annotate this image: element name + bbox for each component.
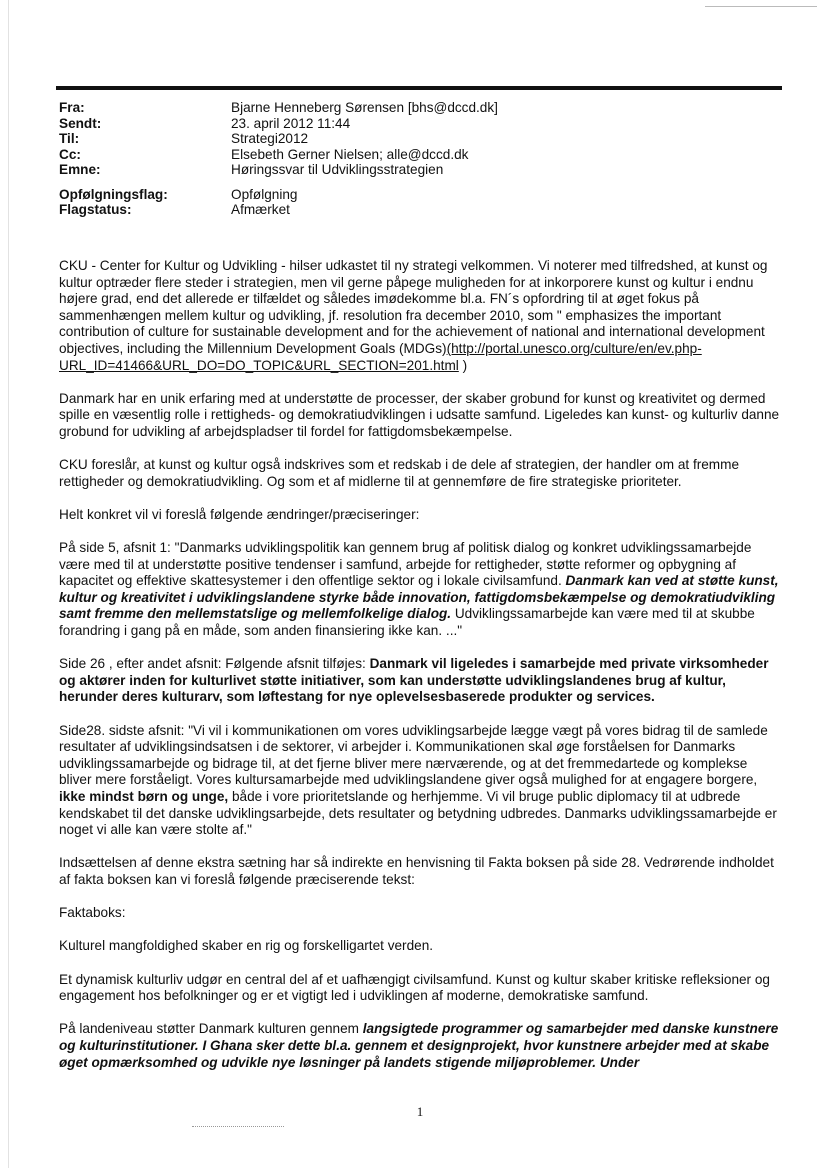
paragraph-page5 [59,540,781,640]
footer-dotted-rule [192,1126,284,1127]
flag-status-value: Afmærket [231,202,290,217]
email-body [59,258,781,1088]
header-row-to [59,131,779,147]
paragraph-changes-intro: Helt konkret vil vi foreslå følgende ændringer/præciseringer: [59,506,420,522]
header-row-sent [59,116,779,132]
page-number: 1 [416,1104,424,1119]
page5-text-c: Udviklingssamarbejde kan være med til at skubbe forandring i gang på en måde, som anden finansiering ikke kan. ..." [59,606,755,639]
country-emphasis: langsigtede programmer og samarbejder med danske kunstnere og kulturinstitutioner. I Ghana sker dette bl.a. gennem et designprojekt, hvor kunstnere arbejder med at skabe øget opmærksomhed og udvikle nye løsninger på landets stigende miljøproblemer. Under [59,1021,779,1070]
page5-text-a: På side 5, afsnit 1: "Danmarks udviklingspolitik kan gennem brug af politisk dialog og konkret udviklingssamarbejde være med til at understøtte positive tendenser i samfund, arbejde for rettigheder, støtte reformer og opbygning af kapacitet og effektive skattesystemer i den offentlige sektor og i lokale civilsamfund. [59,540,752,589]
paragraph-intro [59,258,781,374]
paragraph-factbox-label: Faktaboks: [59,905,126,921]
page28-bold: ikke mindst børn og unge, [59,789,229,804]
unesco-link[interactable]: (http://portal.unesco.org/culture/en/ev.php-URL_ID=41466&URL_DO=DO_TOPIC&URL_SECTION=201.html [59,340,702,373]
from-value: Bjarne Henneberg Sørensen [bhs@dccd.dk] [231,100,498,115]
sent-value: 23. april 2012 11:44 [231,115,351,131]
sent-label: Sendt: [59,115,102,131]
scan-edge-line [8,0,9,1168]
paragraph-diversity: Kulturel mangfoldighed skaber en rig og forskelligartet verden. [59,938,434,954]
paragraph-page28 [59,723,781,839]
paragraph-experience: Danmark har en unik erfaring med at understøtte de processer, der skaber grobund for kunst og kreativitet og dermed spille en væsentlig rolle i rettigheds- og demokratiudviklingen i udsatte samfund. Ligeledes kan kunst- og kulturliv danne grobund for udvikling af arbejdspladser til fordel for fattigdomsbekæmpelse. [59,390,780,439]
header-row-cc [59,147,779,163]
paragraph-country-level [59,1021,781,1071]
page26-bold: Danmark vil ligeledes i samarbejde med private virksomheder og aktører inden for kulturlivet støtte initiativer, som kan understøtte udviklingslandenes brug af kultur, herunder deres kulturarv, som løftestang for nye oplevelsesbaserede produkter og services. [59,656,769,705]
header-row-flag-status [59,202,779,218]
subject-value: Høringssvar til Udviklingsstrategien [231,162,444,177]
country-text-a: På landeniveau støtter Danmark kulturen gennem [59,1021,363,1037]
header-row-followup-flag [59,187,779,203]
intro-text: CKU - Center for Kultur og Udvikling - hilser udkastet til ny strategi velkommen. Vi noterer med tilfredshed, at kunst og kultur optræder flere steder i strategien, men vil gerne påpege muligheden for at inkorporere kunst og kultur i endnu højere grad, end det allerede er tilfældet og således imødekomme bl.a. FN´s opfordring til at øget fokus på sammenhængen mellem kultur og udvikling, jf. resolution fra december 2010, som " emphasizes the important contribution of culture for sustainable development and for the achievement of national and international development objectives, including the Millennium Development Goals (MDGs) [59,258,768,356]
paragraph-proposal: CKU foreslår, at kunst og kultur også indskrives som et redskab i de dele af strategien, der handler om at fremme rettigheder og demokratiudvikling. Og som et af midlerne til at gennemføre de fire strategiske prioriteter. [59,457,740,489]
scan-corner-mark [705,6,817,7]
header-rule [56,86,782,90]
to-label: Til: [59,131,80,146]
page28-text-c: både i vore prioritetslande og herhjemme. Vi vil bruge public diplomacy til at udbrede kendskabet til det danske udviklingsarbejde, dets resultater og betydning udbredes. Danmarks udviklingssamarbejde er noget vi alle kan være stolte af." [59,789,777,838]
flag-status-label: Flagstatus: [59,202,132,217]
email-header [59,100,779,218]
header-row-from [59,100,779,116]
to-value: Strategi2012 [231,131,309,146]
page28-text-a: Side28. sidste afsnit: "Vi vil i kommunikationen om vores udviklingsarbejde lægge vægt på vores bidrag til de samlede resultater af udviklingsindsatsen i de sektorer, vi arbejder i. Kommunikationen skal øge forståelsen for Danmarks udviklingssamarbejde og bidrage til, at det fjerne bliver mere nærværende, og at det fremmedartede og komplekse bliver mere forståeligt. Vores kultursamarbejde med udviklingslandene giver også mulighed for at engagere borgere, [59,722,768,788]
intro-end: ) [458,357,468,373]
cc-value: Elsebeth Gerner Nielsen; alle@dccd.dk [231,146,469,162]
header-row-subject [59,162,779,178]
followup-flag-value: Opfølgning [231,186,298,202]
page5-emphasis: Danmark kan ved at støtte kunst, kultur og kreativitet i udviklingslandene styrke både innovation, fattigdomsbekæmpelse og demokratiudvikling samt fremme den mellemstatslige og mellemfolkelige dialog. [59,573,779,622]
cc-label: Cc: [59,146,81,162]
paragraph-page26 [59,656,781,706]
paragraph-cultural-life: Et dynamisk kulturliv udgør en central del af et uafhængigt civilsamfund. Kunst og kultur skaber kritiske refleksioner og engagement hos befolkninger og er et vigtigt led i udviklingen af moderne, demokratiske samfund. [59,971,770,1004]
from-label: Fra: [59,100,85,115]
paragraph-factbox-intro: Indsættelsen af denne ekstra sætning har så indirekte en henvisning til Fakta boksen på side 28. Vedrørende indholdet af fakta boksen kan vi foreslå følgende præciserende tekst: [59,855,774,887]
followup-flag-label: Opfølgningsflag: [59,186,168,202]
page26-text-a: Side 26 , efter andet afsnit: Følgende afsnit tilføjes: [59,656,370,672]
subject-label: Emne: [59,162,101,177]
